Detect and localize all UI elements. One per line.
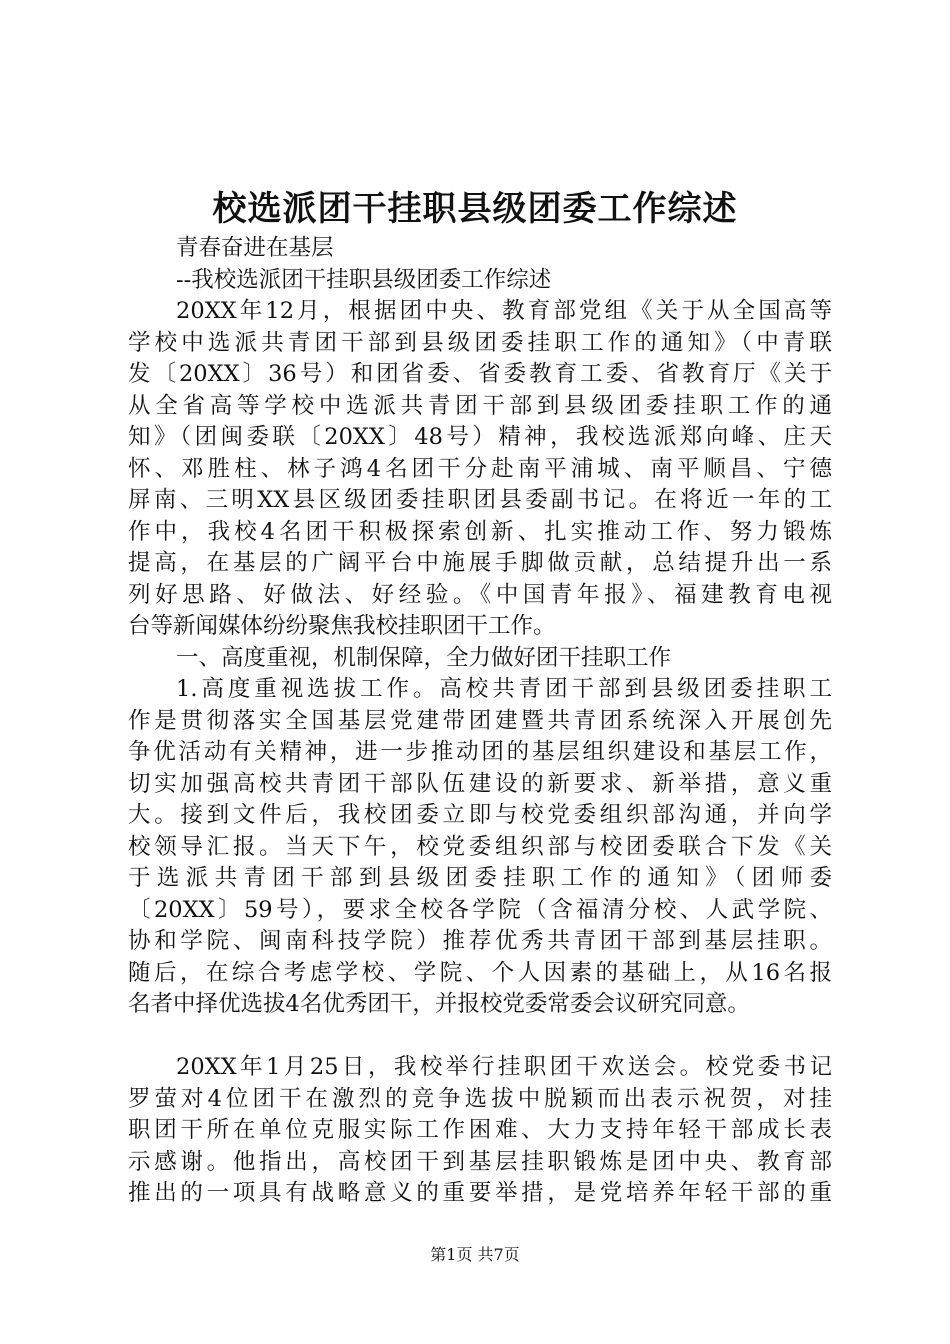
text-line: 1.高度重视选拔工作。高校共青团干部到县级团委挂职工: [176, 676, 832, 702]
text-line: 发〔20XX〕36号）和团省委、省委教育工委、省教育厅《关于: [128, 361, 832, 387]
text-line: 20XX年12月，根据团中央、教育部党组《关于从全国高等: [176, 298, 832, 324]
text-line: 20XX年1月25日，我校举行挂职团干欢送会。校党委书记: [176, 1054, 832, 1080]
text-line: 屏南、三明XX县区级团委挂职团县委副书记。在将近一年的工: [128, 487, 832, 513]
text-line: --我校选派团干挂职县级团委工作综述: [176, 266, 552, 293]
text-line: 大。接到文件后，我校团委立即与校党委组织部沟通，并向学: [128, 802, 832, 828]
text-line: 台等新闻媒体纷纷聚焦我校挂职团干工作。: [128, 613, 556, 639]
document-title: 校选派团干挂职县级团委工作综述: [212, 189, 738, 229]
text-line: 作是贯彻落实全国基层党建带团建暨共青团系统深入开展创先: [128, 707, 832, 734]
text-line: 推出的一项具有战略意义的重要举措，是党培养年轻干部的重: [128, 1180, 832, 1206]
text-line: 协和学院、闽南科技学院）推荐优秀共青团干部到基层挂职。: [128, 928, 832, 954]
text-line: 争优活动有关精神，进一步推动团的基层组织建设和基层工作，: [128, 739, 832, 765]
text-line: 职团干所在单位克服实际工作困难、大力支持年轻干部成长表: [128, 1117, 832, 1143]
text-line: 名者中择优选拔4名优秀团干，并报校党委常委会议研究同意。: [128, 991, 750, 1017]
text-line: 学校中选派共青团干部到县级团委挂职工作的通知》（中青联: [128, 329, 832, 356]
page-footer: 第1页 共7页: [430, 1245, 520, 1264]
text-line: 一、高度重视，机制保障，全力做好团干挂职工作: [176, 644, 672, 671]
text-line: 随后，在综合考虑学校、学院、个人因素的基础上，从16名报: [128, 959, 832, 986]
text-line: 青春奋进在基层: [176, 235, 334, 261]
text-line: 作中，我校4名团干积极探索创新、扎实推动工作、努力锻炼: [128, 518, 832, 545]
text-line: 于选派共青团干部到县级团委挂职工作的通知》（团师委: [128, 865, 832, 891]
text-line: 校领导汇报。当天下午，校党委组织部与校团委联合下发《关: [128, 833, 832, 860]
text-line: 示感谢。他指出，高校团干到基层挂职锻炼是团中央、教育部: [128, 1148, 832, 1175]
text-line: [128, 1021, 832, 1053]
text-line: 切实加强高校共青团干部队伍建设的新要求、新举措，意义重: [128, 770, 832, 797]
text-line: 从全省高等学校中选派共青团干部到县级团委挂职工作的通: [128, 392, 832, 419]
text-line: 罗萤对4位团干在激烈的竞争选拔中脱颖而出表示祝贺，对挂: [128, 1085, 832, 1112]
text-line: 列好思路、好做法、好经验。《中国青年报》、福建教育电视: [128, 581, 832, 608]
document-body: [128, 233, 832, 1210]
text-line: 怀、邓胜柱、林子鸿4名团干分赴南平浦城、南平顺昌、宁德: [128, 455, 832, 482]
text-line: 〔20XX〕59号），要求全校各学院（含福清分校、人武学院、: [128, 896, 832, 923]
text-line: 知》（团闽委联〔20XX〕48号）精神，我校选派郑向峰、庄天: [128, 424, 832, 450]
text-line: 提高，在基层的广阔平台中施展手脚做贡献，总结提升出一系: [128, 550, 832, 576]
